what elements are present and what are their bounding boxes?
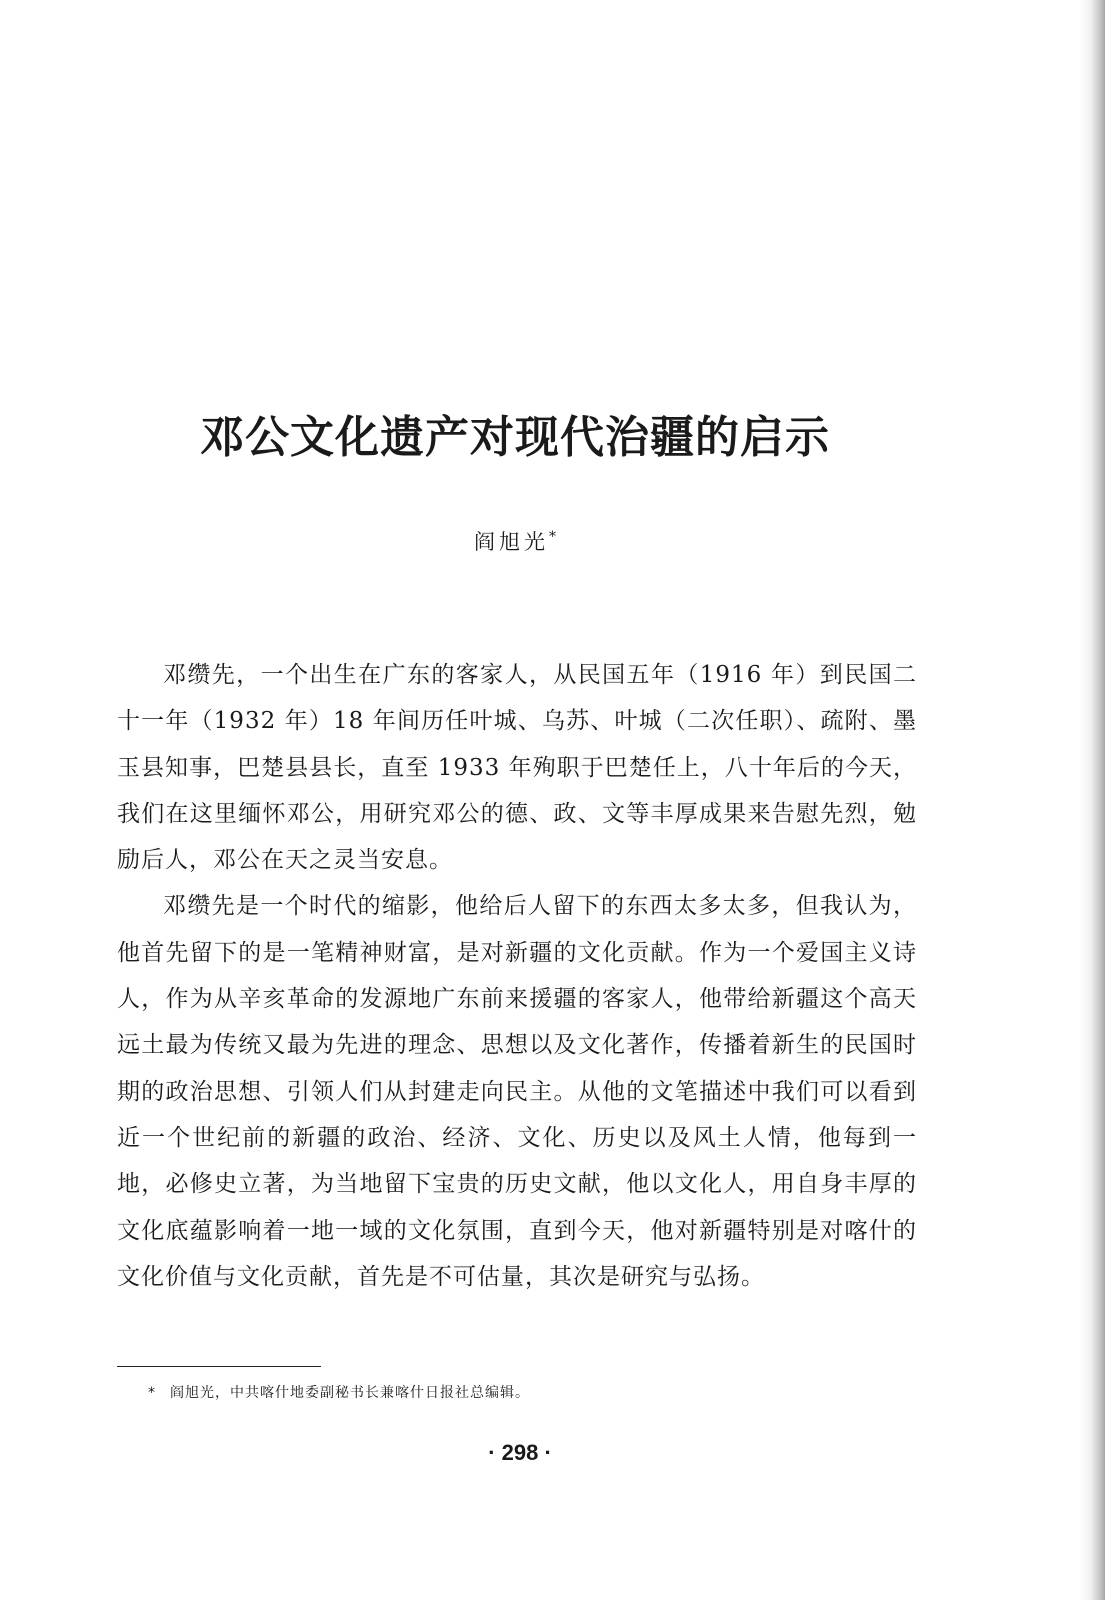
author-name: 阎旭光 [474, 530, 549, 554]
paragraph-1: 邓缵先，一个出生在广东的客家人，从民国五年（1916 年）到民国二十一年（1932 年）18 年间历任叶城、乌苏、叶城（二次任职）、疏附、墨玉县知事，巴楚县县长，直至 1933 年殉职于巴楚任上，八十年后的今天，我们在这里缅怀邓公，用研究邓公的德、政、文等丰厚成果来告慰先烈，勉励后人，邓公在天之灵当安息。 [117, 662, 917, 874]
scan-edge-shadow [1079, 0, 1105, 1600]
author-footnote-mark: * [549, 529, 556, 545]
paragraph-2: 邓缵先是一个时代的缩影，他给后人留下的东西太多太多，但我认为，他首先留下的是一笔精神财富，是对新疆的文化贡献。作为一个爱国主义诗人，作为从辛亥革命的发源地广东前来援疆的客家人，他带给新疆这个高天远土最为传统又最为先进的理念、思想以及文化著作，传播着新生的民国时期的政治思想、引领人们从封建走向民主。从他的文笔描述中我们可以看到近一个世纪前的新疆的政治、经济、文化、历史以及风土人情，他每到一地，必修史立著，为当地留下宝贵的历史文献，他以文化人，用自身丰厚的文化底蕴影响着一地一域的文化氛围，直到今天，他对新疆特别是对喀什的文化价值与文化贡献，首先是不可估量，其次是研究与弘扬。 [117, 893, 917, 1290]
footnote-text: 阎旭光，中共喀什地委副秘书长兼喀什日报社总编辑。 [170, 1385, 530, 1401]
article-title: 邓公文化遗产对现代治疆的启示 [200, 412, 830, 463]
footnote-divider [117, 1366, 321, 1367]
footnote [148, 1381, 530, 1405]
page-number: · 298 · [488, 1440, 552, 1465]
article-body [117, 652, 917, 1300]
article-author [0, 522, 1030, 557]
footnote-mark: * [148, 1385, 156, 1401]
